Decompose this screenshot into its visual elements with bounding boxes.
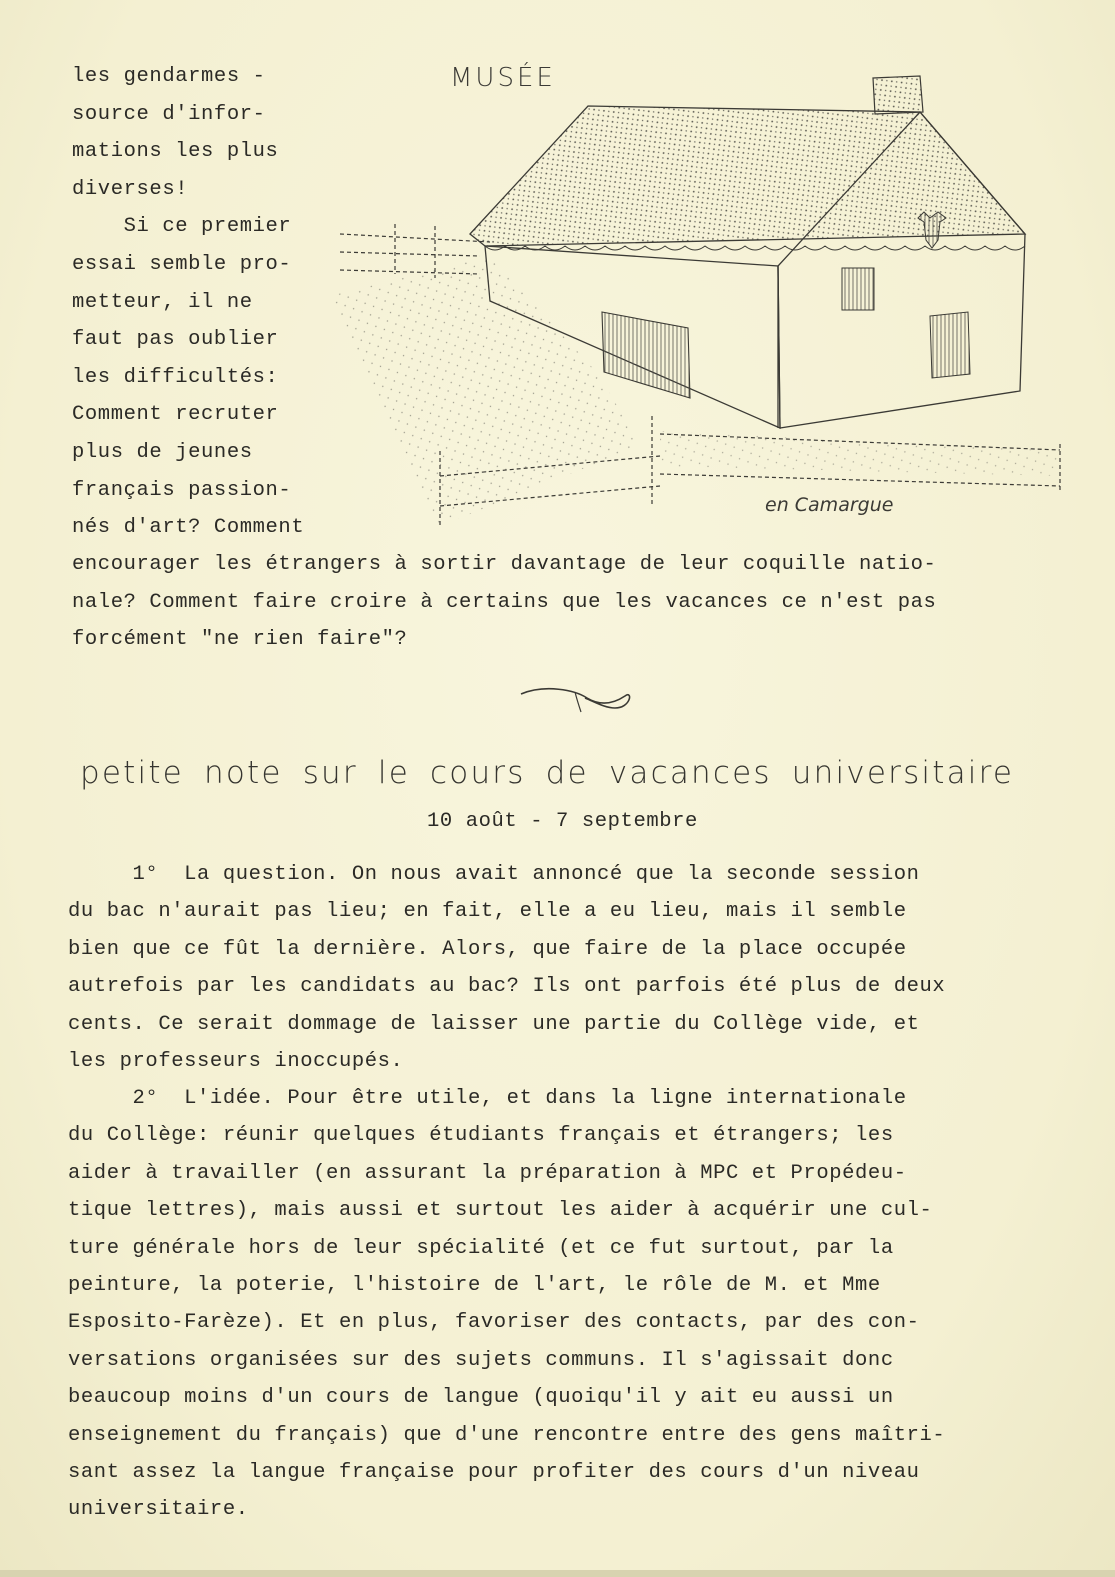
museum-house-drawing	[320, 56, 1080, 536]
text-line: français passion-	[72, 478, 292, 502]
text-line: metteur, il ne	[72, 290, 253, 314]
text-line: beaucoup moins d'un cours de langue (quoiqu'il y ait eu aussi un	[68, 1386, 894, 1410]
text-line: nale? Comment faire croire à certains que les vacances ce n'est pas	[72, 590, 937, 614]
text-line: tique lettres), mais aussi et surtout les aider à acquérir une cul-	[68, 1199, 933, 1223]
text-line: 1° La question. On nous avait annoncé que la seconde session	[68, 863, 920, 886]
paragraph-2	[68, 1080, 1068, 1529]
page-bottom-edge	[0, 1570, 1115, 1577]
text-line: les gendarmes -	[72, 65, 266, 88]
continued-text	[72, 546, 1072, 659]
text-line: source d'infor-	[72, 102, 266, 126]
section-title: petite note sur le cours de vacances universitaire	[80, 755, 1015, 791]
text-line: Comment recruter	[72, 403, 279, 427]
text-line: forcément "ne rien faire"?	[72, 628, 408, 652]
text-line: mations les plus	[72, 140, 279, 164]
text-line: ture générale hors de leur spécialité (et ce fut surtout, par la	[68, 1236, 894, 1260]
ornament-divider	[515, 678, 640, 718]
text-line: essai semble pro-	[72, 252, 292, 276]
section-dates: 10 août - 7 septembre	[427, 810, 698, 833]
text-line: faut pas oublier	[72, 328, 279, 352]
text-line: diverses!	[72, 177, 189, 201]
text-line: du Collège: réunir quelques étudiants français et étrangers; les	[68, 1124, 894, 1148]
text-line: cents. Ce serait dommage de laisser une partie du Collège vide, et	[68, 1012, 920, 1036]
text-line: versations organisées sur des sujets communs. Il s'agissait donc	[68, 1348, 894, 1372]
text-line: plus de jeunes	[72, 440, 253, 464]
drawing-label-top: MUSÉE	[450, 63, 556, 93]
text-line: peinture, la poterie, l'histoire de l'art, le rôle de M. et Mme	[68, 1273, 881, 1297]
text-line: encourager les étrangers à sortir davantage de leur coquille natio-	[72, 553, 937, 576]
left-column-text	[72, 58, 352, 547]
paragraph-1	[68, 856, 1068, 1080]
text-line: nés d'art? Comment	[72, 516, 305, 540]
text-line: 2° L'idée. Pour être utile, et dans la ligne internationale	[68, 1087, 907, 1110]
text-line: Si ce premier	[72, 215, 292, 239]
text-line: bien que ce fût la dernière. Alors, que faire de la place occupée	[68, 937, 907, 961]
text-line: sant assez la langue française pour profiter des cours d'un niveau	[68, 1460, 920, 1484]
text-line: aider à travailler (en assurant la préparation à MPC et Propédeu-	[68, 1161, 907, 1185]
drawing-label-bottom: en Camargue	[765, 494, 894, 516]
text-line: les difficultés:	[72, 365, 279, 389]
text-line: enseignement du français) que d'une rencontre entre des gens maîtri-	[68, 1423, 946, 1447]
text-line: universitaire.	[68, 1498, 249, 1522]
text-line: autrefois par les candidats au bac? Ils ont parfois été plus de deux	[68, 975, 946, 999]
text-line: Esposito-Farèze). Et en plus, favoriser des contacts, par des con-	[68, 1311, 920, 1335]
text-line: du bac n'aurait pas lieu; en fait, elle a eu lieu, mais il semble	[68, 900, 907, 924]
text-line: les professeurs inoccupés.	[68, 1049, 404, 1073]
